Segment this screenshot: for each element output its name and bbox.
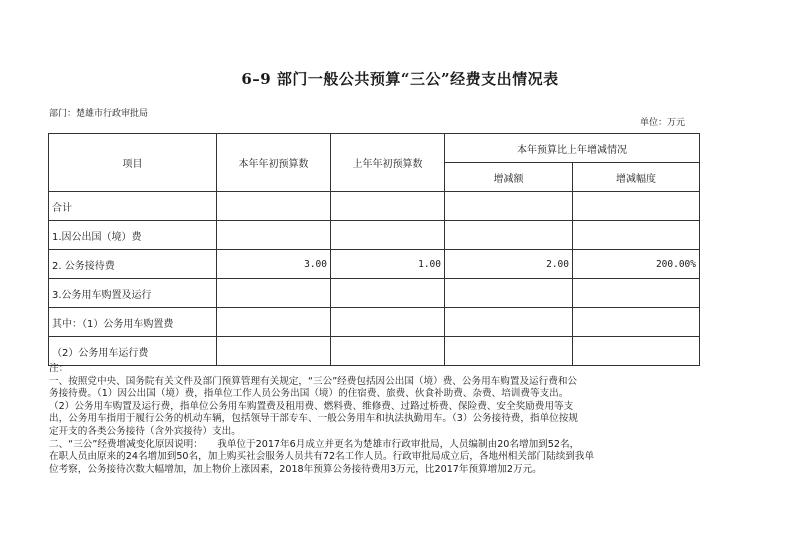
header-item: 项目 [49,134,217,192]
cell-current [217,308,331,337]
header-prior-budget: 上年年初预算数 [331,134,445,192]
cell-prior [331,192,445,221]
cell-change [445,308,573,337]
cell-prior: 1.00 [331,250,445,279]
cell-change [445,221,573,250]
cell-current [217,192,331,221]
cell-change [445,279,573,308]
department-label: 部门：楚雄市行政审批局 [49,109,149,119]
header-change-rate: 增减幅度 [573,163,700,192]
page-title: 6–9 部门一般公共预算“三公”经费支出情况表 [241,70,559,88]
row-label: （2）公务用车运行费 [49,337,217,366]
header-change-amount: 增减额 [445,163,573,192]
cell-rate: 200.00% [573,250,700,279]
unit-label: 单位：万元 [640,118,686,128]
table-row [49,308,700,337]
cell-rate [573,308,700,337]
header-change-group: 本年预算比上年增减情况 [445,134,700,163]
notes-section [49,363,703,476]
cell-change [445,337,573,366]
cell-rate [573,279,700,308]
cell-current [217,337,331,366]
table-row [49,337,700,366]
table-header-row [49,134,700,163]
note-line: 一、按照党中央、国务院有关文件及部门预算管理有关规定，“三公”经费包括因公出国（境）费、公务用车购置及运行费和公 [49,375,578,387]
cell-current: 3.00 [217,250,331,279]
table-row [49,192,700,221]
table-row [49,250,700,279]
expense-table [48,133,700,366]
table-row [49,279,700,308]
cell-prior [331,308,445,337]
cell-current [217,221,331,250]
header-current-budget: 本年年初预算数 [217,134,331,192]
cell-rate [573,221,700,250]
cell-rate [573,337,700,366]
note-line: 在职人员由原来的24名增加到50名，加上购买社会服务人员共有72名工作人员。行政审批局成立后，各地州相关部门陆续到我单 [49,451,595,463]
cell-change: 2.00 [445,250,573,279]
note-line: 定开支的各类公务接待（含外宾接待）支出。 [49,425,241,437]
cell-rate [573,192,700,221]
row-label: 其中：（1）公务用车购置费 [49,308,217,337]
note-line: 位考察，公务接待次数大幅增加，加上物价上涨因素，2018年预算公务接待费用3万元，比2017年预算增加2万元。 [49,463,542,475]
note-line: 二、“三公”经费增减变化原因说明： 我单位于2017年6月成立并更名为楚雄市行政审批局，人员编制由20名增加到52名， [49,438,580,450]
row-label: 合计 [49,192,217,221]
notes-heading: 注： [49,363,69,374]
cell-prior [331,337,445,366]
note-line: （2）公务用车购置及运行费，指单位公务用车购置费及租用费、燃料费、维修费、过路过桥费、保险费、安全奖励费用等支 [49,400,574,412]
cell-current [217,279,331,308]
note-line: 务接待费。（1）因公出国（境）费，指单位工作人员公务出国（境）的住宿费、旅费、伙食补助费、杂费、培训费等支出。 [49,388,569,400]
cell-prior [331,279,445,308]
row-label: 3.公务用车购置及运行 [49,279,217,308]
row-label: 1.因公出国（境）费 [49,221,217,250]
note-line: 出，公务用车指用于履行公务的机动车辆，包括领导干部专车、一般公务用车和执法执勤用车。（3）公务接待费，指单位按规 [49,413,578,425]
table-row [49,221,700,250]
cell-prior [331,221,445,250]
cell-change [445,192,573,221]
row-label: 2. 公务接待费 [49,250,217,279]
